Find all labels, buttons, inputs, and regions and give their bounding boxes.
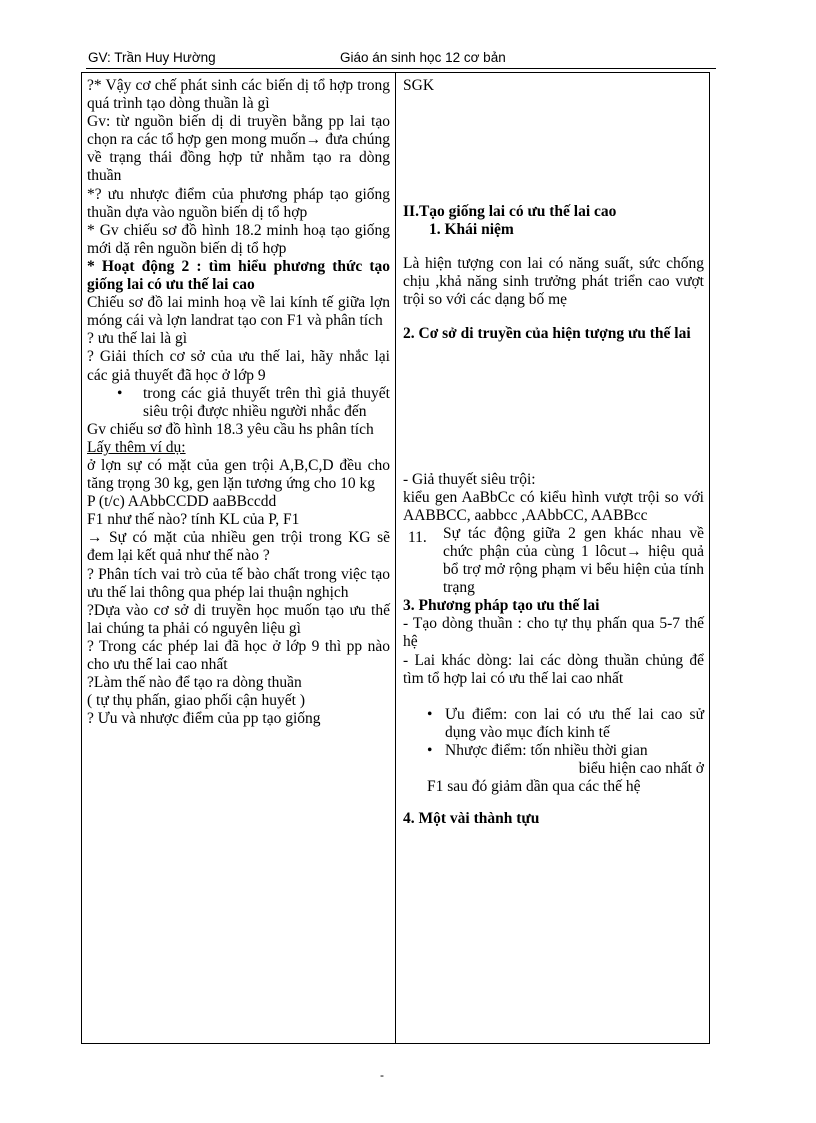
hypothesis-text: kiểu gen AaBbCc có kiểu hình vượt trội so với AABBCC, aabbcc ,AAbbCC, AABBcc: [403, 488, 704, 524]
teacher-note: Chiếu sơ đồ lai minh hoạ về lai kính tế giữa lợn móng cái và lợn landrat tạo con F1 và phân tích: [87, 294, 390, 330]
content-column: [403, 77, 704, 828]
question-text: ?* Vậy cơ chế phát sinh các biến dị tổ hợp trong quá trình tạo dòng thuần là gì: [87, 77, 390, 113]
teacher-note: Gv chiếu sơ đồ hình 18.3 yêu cầu hs phân tích: [87, 420, 374, 438]
question-text: ? ưu thế lai là gì: [87, 330, 188, 348]
definition-text: Là hiện tượng con lai có năng suất, sức chống chịu ,khả năng sinh trưởng phát triển cao vượt trội so với các dạng bố mẹ: [403, 255, 704, 309]
spacer: [403, 688, 704, 706]
bullet-text: trong các giả thuyết trên thì giả thuyết siêu trội được nhiều người nhắc đến: [143, 384, 390, 420]
answer-note: ( tự thụ phấn, giao phối cận huyết ): [87, 692, 306, 710]
item-text: Sự tác động giữa 2 gen khác nhau về chức phận của cùng 1 lôcut→ hiệu quả bổ trợ mở rộng phạm vi bểu hiện của tính trạng: [443, 524, 704, 597]
subsection-heading: 4. Một vài thành tựu: [403, 810, 540, 828]
teacher-note: * Gv chiếu sơ đồ hình 18.2 minh hoạ tạo giống mới dặ rên nguồn biến dị tổ hợp: [87, 221, 390, 257]
bullet-text: Ưu điểm: con lai có ưu thế lai cao sử dụng vào mục đích kinh tế: [445, 705, 704, 741]
question-text: ? Phân tích vai trò của tế bào chất trong việc tạo ưu thế lai thông qua phép lai thuận nghịch: [87, 565, 390, 601]
continuation-text: biểu hiện cao nhất ở: [578, 759, 704, 777]
subsection-heading: 2. Cơ sở di truyền của hiện tượng ưu thế lai: [403, 325, 691, 343]
author-name: GV: Trần Huy Hường: [88, 50, 216, 65]
activity-heading: * Hoạt động 2 : tìm hiểu phương thức tạo giống lai có ưu thế lai cao: [87, 257, 390, 294]
question-text: F1 như thế nào? tính KL của P, F1: [87, 511, 300, 529]
bullet-text: Nhược điểm: tốn nhiều thời gian: [445, 741, 648, 759]
spacer: [403, 796, 704, 810]
document-subject: Giáo án sinh học 12 cơ bản: [340, 50, 506, 65]
question-text: ?Dựa vào cơ sở di truyền học muốn tạo ưu thế lai chúng ta phải có nguyên liệu gì: [87, 601, 390, 637]
subsection-heading: 1. Khái niệm: [429, 221, 514, 239]
continuation-text: F1 sau đó giảm dần qua các thế hệ: [427, 778, 641, 796]
bullet-icon: •: [427, 705, 433, 723]
question-text: ? Giải thích cơ sở của ưu thế lai, hãy nhắc lại các giả thuyết đã học ở lớp 9: [87, 348, 390, 384]
question-text: *? ưu nhược điểm của phương pháp tạo giống thuần dựa vào nguồn biến dị tổ hợp: [87, 185, 390, 221]
teacher-note: Gv: từ nguồn biến dị di truyền bằng pp lai tạo chọn ra các tổ hợp gen mong muốn→ đưa chúng về trạng thái đồng hợp tử nhằm tạo ra dòng thuần: [87, 113, 390, 185]
hypothesis-label: - Giả thuyết siêu trội:: [403, 470, 536, 488]
numbered-item: [403, 525, 704, 597]
example-text: ở lợn sự có mặt của gen trội A,B,C,D đều cho tăng trọng 30 kg, gen lặn tương ứng cho 10 kg: [87, 456, 390, 493]
subsection-heading: 3. Phương pháp tạo ưu thế lai: [403, 597, 600, 615]
question-text: → Sự có mặt của nhiều gen trội trong KG sẽ đem lại kết quả như thế nào ?: [87, 529, 390, 565]
lesson-table: [81, 72, 710, 1044]
question-text: ?Làm thế nào để tạo ra dòng thuần: [87, 674, 302, 692]
method-text: - Tạo dòng thuần : cho tự thụ phấn qua 5-7 thế hệ: [403, 615, 704, 651]
bullet-item: [87, 385, 390, 421]
method-text: - Lai khác dòng: lai các dòng thuần chủng để tìm tổ hợp lai có ưu thế lai cao nhất: [403, 651, 704, 687]
question-text: ? Ưu và nhược điểm của pp tạo giống: [87, 710, 321, 728]
spacer: [403, 239, 704, 255]
cross-formula: P (t/c) AAbbCCDD aaBBccdd: [87, 493, 277, 511]
spacer: [403, 309, 704, 325]
item-number: 11.: [408, 528, 427, 546]
reference-text: SGK: [403, 77, 435, 94]
bullet-icon: •: [427, 741, 433, 759]
page-header: [86, 48, 716, 69]
teacher-activity-column: [87, 77, 390, 728]
spacer: [403, 344, 704, 471]
question-text: ? Trong các phép lai đã học ở lớp 9 thì pp nào cho ưu thế lai cao nhất: [87, 637, 390, 673]
bullet-item: [403, 706, 704, 742]
example-heading: Lấy thêm ví dụ:: [87, 438, 186, 456]
bullet-item: [403, 742, 704, 760]
column-divider: [395, 73, 396, 1043]
section-heading: II.Tạo giống lai có ưu thế lai cao: [403, 203, 617, 220]
bullet-icon: •: [117, 384, 123, 402]
page-footer: -: [380, 1068, 384, 1082]
